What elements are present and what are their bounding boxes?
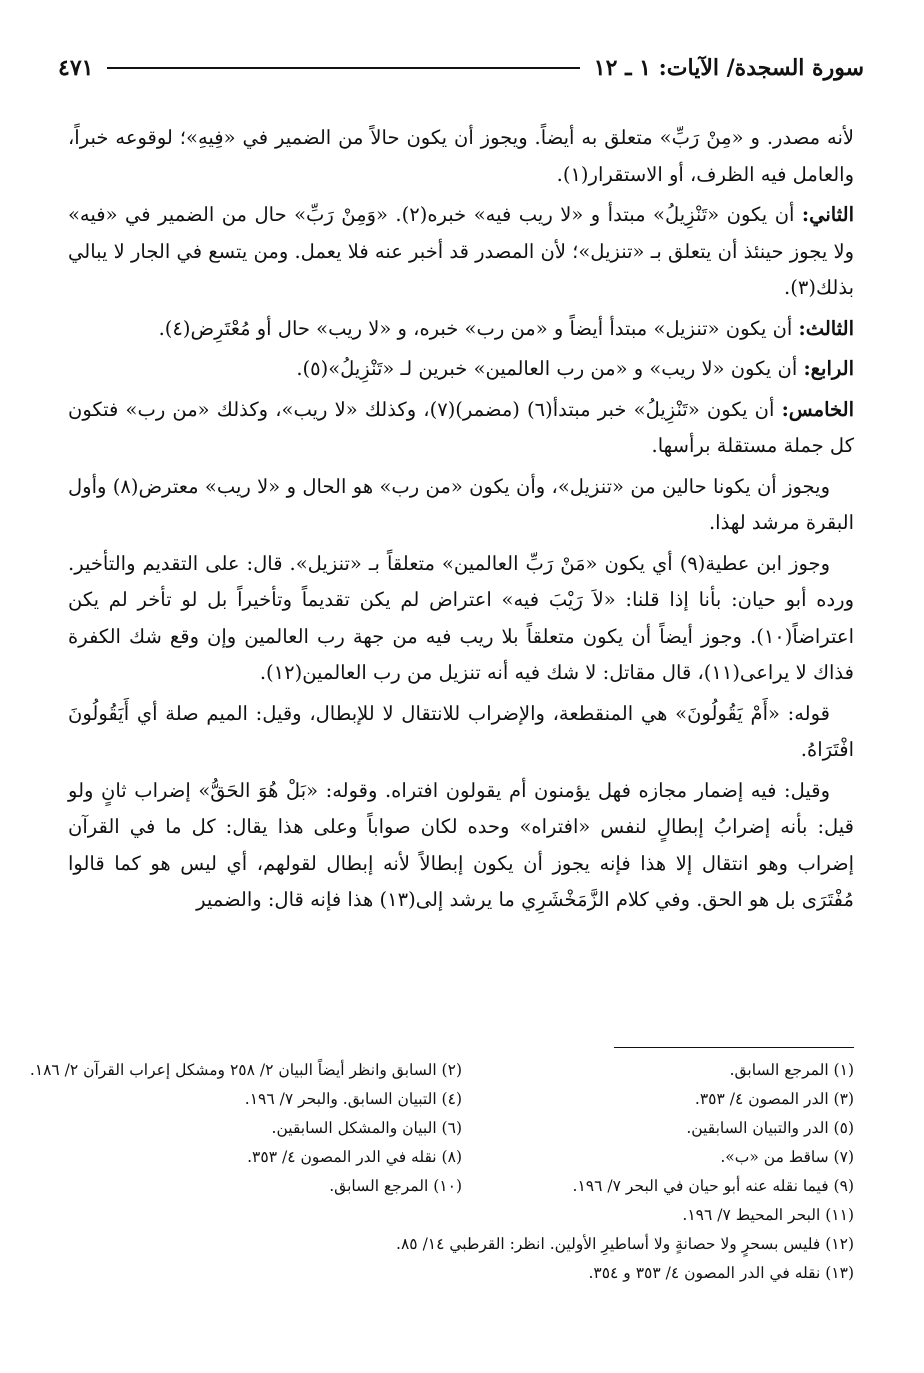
footnote-row bbox=[29, 1056, 854, 1085]
footnote: (١١) البحر المحيط ٧/ ١٩٦. bbox=[682, 1206, 854, 1224]
header-rule bbox=[107, 67, 579, 69]
footnote-row bbox=[70, 1143, 854, 1172]
paragraph bbox=[68, 392, 854, 465]
paragraph-text: لأنه مصدر. و «مِنْ رَبِّ» متعلق به أيضاً. ويجوز أن يكون حالاً من الضمير في «فِيهِ»؛ لوقوعه خبراً، والعامل فيه الظرف، أو الاستقرار(١). bbox=[68, 126, 854, 186]
footnote: (١٣) نقله في الدر المصون ٤/ ٣٥٣ و ٣٥٤. bbox=[588, 1264, 854, 1282]
footnote: (٤) التبيان السابق. والبحر ٧/ ١٩٦. bbox=[244, 1090, 462, 1108]
footnote: (١٢) فليس بسحرٍ ولا حصانةٍ ولا أساطيرِ الأولين. انظر: القرطبي ١٤/ ٨٥. bbox=[396, 1235, 854, 1253]
footnote-row bbox=[70, 1114, 854, 1143]
footnote-row bbox=[70, 1085, 854, 1114]
paragraph bbox=[68, 469, 854, 542]
footnote-row bbox=[70, 1172, 854, 1201]
paragraph-lead: الخامس: bbox=[781, 397, 854, 421]
running-title: سورة السجدة/ الآيات: ١ ـ ١٢ bbox=[593, 55, 864, 81]
paragraph bbox=[68, 351, 854, 388]
paragraph-text: أن يكون «تنزيل» مبتدأ أيضاً و «من رب» خبره، و «لا ريب» حال أو مُعْتَرِض(٤). bbox=[158, 316, 793, 340]
paragraph-lead: الثالث: bbox=[798, 316, 854, 340]
paragraph-text: وجوز ابن عطية(٩) أي يكون «مَنْ رَبِّ العالمين» متعلقاً بـ «تنزيل». قال: على التقديم والتأخير. ورده أبو حيان: بأنا إذا قلنا: «لاَ رَيْبَ فيه» اعتراض لم يكن تقديماً وتأخيراً بل لو تأخر لم يكن اعتراضاً(١٠). وجوز أيضاً أن يكون متعلقاً بلا ريب فيه من جهة رب العالمين وإن وقع شك الكفرة فذاك لا يراعى(١١)، قال مقاتل: لا شك فيه أنه تنزيل من رب العالمين(١٢). bbox=[68, 551, 854, 684]
footnote-separator bbox=[614, 1047, 854, 1048]
paragraph-lead: الرابع: bbox=[803, 357, 854, 380]
footnote: (٥) الدر والتبيان السابقين. bbox=[686, 1119, 854, 1137]
footnote: (٨) نقله في الدر المصون ٤/ ٣٥٣. bbox=[247, 1148, 462, 1166]
paragraph bbox=[68, 120, 854, 193]
paragraph bbox=[68, 546, 854, 692]
paragraph-text: أن يكون «تَنْزِيلُ» مبتدأ و «لا ريب فيه» خبره(٢). «وَمِنْ رَبِّ» حال من الضمير في «فيه» ولا يجوز حينئذ أن يتعلق بـ «تنزيل»؛ لأن المصدر قد أخبر عنه فلا يعمل. ومن يتسع في الجار لا يبالي بذلك(٣). bbox=[68, 203, 854, 299]
footnote: (١٠) المرجع السابق. bbox=[329, 1177, 462, 1195]
main-text bbox=[68, 120, 854, 923]
paragraph bbox=[68, 773, 854, 919]
paragraph bbox=[68, 311, 854, 348]
paragraph-text: أن يكون «تَنْزِيلُ» خبر مبتدأ(٦) (مضمر)(٧)، وكذلك «لا ريب»، وكذلك «من رب» فتكون كل جملة مستقلة برأسها. bbox=[68, 397, 854, 457]
paragraph bbox=[68, 696, 854, 769]
footnotes bbox=[29, 1056, 854, 1288]
footnote: (٣) الدر المصون ٤/ ٣٥٣. bbox=[694, 1090, 854, 1108]
paragraph-text: وقيل: فيه إضمار مجازه فهل يؤمنون أم يقولون افتراه. وقوله: «بَلْ هُوَ الحَقُّ» إضراب ثانٍ ولو قيل: بأنه إضرابُ إبطالٍ لنفس «افتراه» وحده لكان صواباً وعلى هذا يقال: كل ما في القرآن إضراب وهو انتقال إلا هذا فإنه يجوز أن يكون إبطالاً لأنه إبطال لقولهم، أي ليس هو كما قالوا مُفْتَرَى بل هو الحق. وفي كلام الزَّمَخْشَرِي ما يرشد إلى(١٣) هذا فإنه قال: والضمير bbox=[68, 778, 854, 911]
paragraph-text: ويجوز أن يكونا حالين من «تنزيل»، وأن يكون «من رب» هو الحال و «لا ريب» معترض(٨) وأول البقرة مرشد لهذا. bbox=[68, 474, 854, 534]
page-header bbox=[58, 48, 864, 88]
page-number: ٤٧١ bbox=[58, 55, 94, 81]
footnote: (٧) ساقط من «ب». bbox=[720, 1148, 854, 1166]
paragraph-lead: الثاني: bbox=[801, 203, 854, 226]
footnote: (٦) البيان والمشكل السابقين. bbox=[271, 1119, 462, 1137]
footnote: (٩) فيما نقله عنه أبو حيان في البحر ٧/ ١٩٦. bbox=[572, 1177, 854, 1195]
paragraph-text: أن يكون «لا ريب» و «من رب العالمين» خبرين لـ «تَنْزِيلُ»(٥). bbox=[296, 357, 798, 380]
paragraph bbox=[68, 197, 854, 307]
footnote: (٢) السابق وانظر أيضاً البيان ٢/ ٢٥٨ ومشكل إعراب القرآن ٢/ ١٨٦. bbox=[29, 1061, 462, 1079]
paragraph-text: قوله: «أَمْ يَقُولُونَ» هي المنقطعة، والإضراب للانتقال لا للإبطال، وقيل: الميم صلة أي أَيَقُولُونَ افْتَرَاهُ. bbox=[68, 701, 854, 761]
footnote: (١) المرجع السابق. bbox=[729, 1061, 854, 1079]
